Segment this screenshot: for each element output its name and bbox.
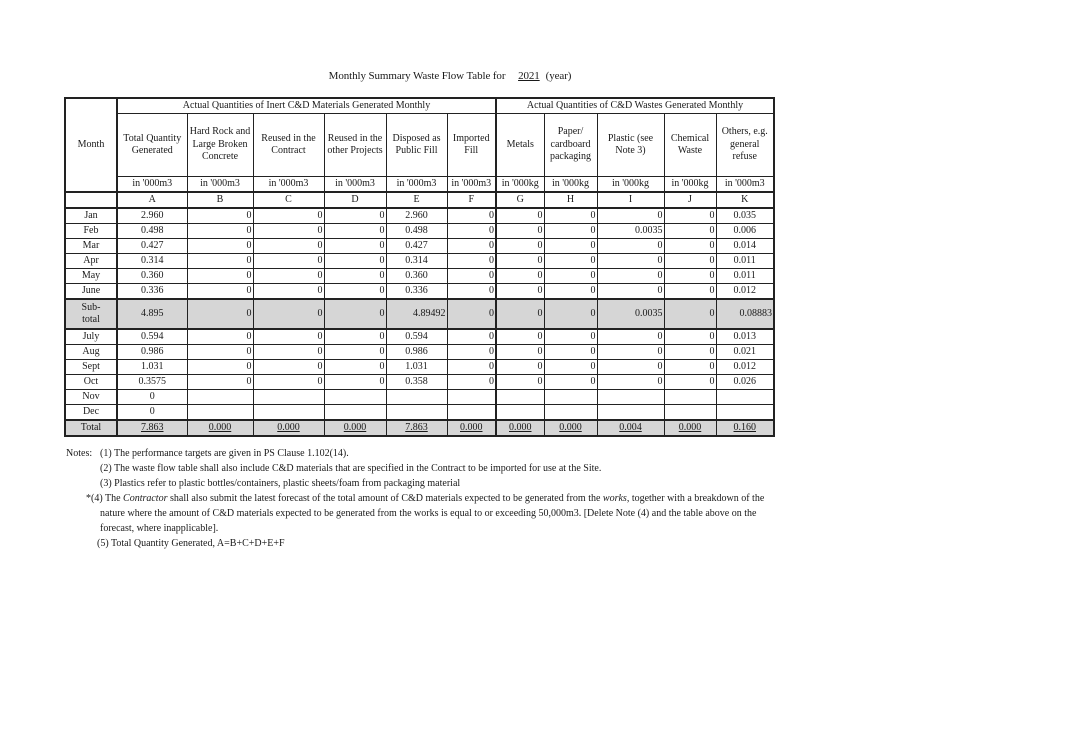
unit-c: in '000m3 xyxy=(253,177,324,193)
cell-i: 0 xyxy=(597,345,664,360)
cell-e xyxy=(386,405,447,421)
cell-b: 0 xyxy=(187,299,253,329)
cell-j: 0 xyxy=(664,329,716,345)
column-header-e: Disposed as Public Fill xyxy=(386,114,447,177)
cell-c xyxy=(253,390,324,405)
table-row xyxy=(65,284,774,300)
unit-i: in '000kg xyxy=(597,177,664,193)
cell-e: 0.336 xyxy=(386,284,447,300)
cell-a: 0.594 xyxy=(117,329,187,345)
column-header-j: Chemical Waste xyxy=(664,114,716,177)
letter-row xyxy=(65,192,774,208)
cell-e: 0.498 xyxy=(386,224,447,239)
cell-h: 0 xyxy=(544,208,597,224)
cell-j xyxy=(664,390,716,405)
unit-f: in '000m3 xyxy=(447,177,496,193)
cell-f: 0 xyxy=(447,375,496,390)
table-row xyxy=(65,269,774,284)
table-row xyxy=(65,208,774,224)
column-letter-b: B xyxy=(187,192,253,208)
cell-a: 0.314 xyxy=(117,254,187,269)
cell-f xyxy=(447,390,496,405)
cell-d: 0 xyxy=(324,329,386,345)
cell-g: 0 xyxy=(496,254,544,269)
cell-j xyxy=(664,405,716,421)
cell-c xyxy=(253,405,324,421)
table-row xyxy=(65,224,774,239)
cell-k: 0.011 xyxy=(716,269,774,284)
cell-a: 0.986 xyxy=(117,345,187,360)
cell-h xyxy=(544,390,597,405)
cell-h: 0 xyxy=(544,329,597,345)
cell-a: 2.960 xyxy=(117,208,187,224)
column-letter-g: G xyxy=(496,192,544,208)
cell-h: 0 xyxy=(544,269,597,284)
cell-c: 0 xyxy=(253,345,324,360)
cell-j: 0 xyxy=(664,208,716,224)
cell-f: 0 xyxy=(447,345,496,360)
month-cell: Dec xyxy=(65,405,117,421)
title-year: 2021 xyxy=(518,70,540,82)
cell-g: 0 xyxy=(496,284,544,300)
cell-k: 0.021 xyxy=(716,345,774,360)
cell-i: 0 xyxy=(597,254,664,269)
column-letter-d: D xyxy=(324,192,386,208)
cell-g: 0 xyxy=(496,360,544,375)
cell-j: 0.000 xyxy=(664,420,716,436)
cell-d: 0 xyxy=(324,360,386,375)
cell-k: 0.012 xyxy=(716,360,774,375)
note-5: (5) Total Quantity Generated, A=B+C+D+E+F xyxy=(97,538,285,549)
cell-k xyxy=(716,390,774,405)
cell-d: 0 xyxy=(324,345,386,360)
cell-b: 0.000 xyxy=(187,420,253,436)
column-letter-c: C xyxy=(253,192,324,208)
unit-k: in '000m3 xyxy=(716,177,774,193)
cell-a: 0.427 xyxy=(117,239,187,254)
month-cell: May xyxy=(65,269,117,284)
group-header-wastes: Actual Quantities of C&D Wastes Generated Monthly xyxy=(496,98,774,114)
cell-a: 0.360 xyxy=(117,269,187,284)
cell-a: 0 xyxy=(117,390,187,405)
cell-c: 0 xyxy=(253,239,324,254)
cell-h: 0 xyxy=(544,360,597,375)
cell-f: 0 xyxy=(447,360,496,375)
column-letter-a: A xyxy=(117,192,187,208)
cell-g xyxy=(496,405,544,421)
cell-e: 0.360 xyxy=(386,269,447,284)
cell-b xyxy=(187,405,253,421)
column-letter-h: H xyxy=(544,192,597,208)
cell-k xyxy=(716,405,774,421)
cell-c: 0.000 xyxy=(253,420,324,436)
cell-g: 0 xyxy=(496,239,544,254)
cell-i: 0.0035 xyxy=(597,224,664,239)
cell-k: 0.160 xyxy=(716,420,774,436)
table-row xyxy=(65,405,774,421)
unit-a: in '000m3 xyxy=(117,177,187,193)
column-letter-e: E xyxy=(386,192,447,208)
unit-b: in '000m3 xyxy=(187,177,253,193)
cell-d: 0.000 xyxy=(324,420,386,436)
cell-c: 0 xyxy=(253,284,324,300)
month-cell: Sept xyxy=(65,360,117,375)
cell-f: 0 xyxy=(447,269,496,284)
month-cell: Total xyxy=(65,420,117,436)
cell-h: 0 xyxy=(544,299,597,329)
table-row xyxy=(65,329,774,345)
cell-g: 0 xyxy=(496,269,544,284)
cell-b: 0 xyxy=(187,239,253,254)
cell-d: 0 xyxy=(324,284,386,300)
column-header-h: Paper/ cardboard packaging xyxy=(544,114,597,177)
cell-c: 0 xyxy=(253,360,324,375)
title-suffix: (year) xyxy=(545,70,572,82)
column-header-a: Total Quantity Generated xyxy=(117,114,187,177)
cell-k: 0.011 xyxy=(716,254,774,269)
unit-j: in '000kg xyxy=(664,177,716,193)
cell-d: 0 xyxy=(324,269,386,284)
cell-i xyxy=(597,405,664,421)
unit-h: in '000kg xyxy=(544,177,597,193)
cell-f: 0 xyxy=(447,208,496,224)
cell-g: 0 xyxy=(496,224,544,239)
cell-b: 0 xyxy=(187,375,253,390)
cell-j: 0 xyxy=(664,284,716,300)
cell-h: 0 xyxy=(544,284,597,300)
month-cell: Mar xyxy=(65,239,117,254)
cell-d: 0 xyxy=(324,239,386,254)
cell-h: 0 xyxy=(544,345,597,360)
cell-c: 0 xyxy=(253,224,324,239)
cell-a: 7.863 xyxy=(117,420,187,436)
unit-g: in '000kg xyxy=(496,177,544,193)
column-letter-j: J xyxy=(664,192,716,208)
cell-h: 0 xyxy=(544,375,597,390)
month-cell: Nov xyxy=(65,390,117,405)
cell-h: 0.000 xyxy=(544,420,597,436)
cell-f xyxy=(447,405,496,421)
cell-d xyxy=(324,390,386,405)
cell-d: 0 xyxy=(324,254,386,269)
note-4: *(4) The Contractor shall also submit the latest forecast of the total amount of C&D materials expected to be generated from the works, together with a breakdown of the nature where the amount of C&D materials expected to be generated from the works is equal to or exceeding 50,000m3. [Delete Note (4) and the table above on the forecast, where inapplicable]. xyxy=(86,493,765,534)
column-header-b: Hard Rock and Large Broken Concrete xyxy=(187,114,253,177)
unit-d: in '000m3 xyxy=(324,177,386,193)
cell-i xyxy=(597,390,664,405)
cell-a: 0.498 xyxy=(117,224,187,239)
cell-b: 0 xyxy=(187,284,253,300)
cell-g: 0 xyxy=(496,208,544,224)
cell-a: 1.031 xyxy=(117,360,187,375)
table-row xyxy=(65,375,774,390)
cell-b: 0 xyxy=(187,329,253,345)
cell-b: 0 xyxy=(187,345,253,360)
cell-j: 0 xyxy=(664,239,716,254)
subtotal-row xyxy=(65,299,774,329)
cell-j: 0 xyxy=(664,375,716,390)
cell-c: 0 xyxy=(253,329,324,345)
cell-e: 0.594 xyxy=(386,329,447,345)
letter-row-month-blank xyxy=(65,192,117,208)
cell-j: 0 xyxy=(664,224,716,239)
cell-h xyxy=(544,405,597,421)
cell-b: 0 xyxy=(187,360,253,375)
cell-f: 0 xyxy=(447,224,496,239)
cell-h: 0 xyxy=(544,224,597,239)
cell-j: 0 xyxy=(664,254,716,269)
column-header-c: Reused in the Contract xyxy=(253,114,324,177)
cell-a: 0.3575 xyxy=(117,375,187,390)
cell-i: 0 xyxy=(597,269,664,284)
cell-g: 0 xyxy=(496,329,544,345)
month-cell: Apr xyxy=(65,254,117,269)
note-2: (2) The waste flow table shall also include C&D materials that are specified in the Contract to be imported for use at the Site. xyxy=(100,463,602,474)
month-cell: Sub- total xyxy=(65,299,117,329)
cell-g: 0.000 xyxy=(496,420,544,436)
table-row xyxy=(65,390,774,405)
month-cell: Aug xyxy=(65,345,117,360)
cell-e: 0.986 xyxy=(386,345,447,360)
cell-i: 0 xyxy=(597,284,664,300)
cell-i: 0 xyxy=(597,239,664,254)
cell-j: 0 xyxy=(664,360,716,375)
cell-i: 0 xyxy=(597,375,664,390)
cell-e: 0.358 xyxy=(386,375,447,390)
note-3: (3) Plastics refer to plastic bottles/containers, plastic sheets/foam from packaging material xyxy=(100,478,461,489)
cell-g: 0 xyxy=(496,345,544,360)
month-cell: July xyxy=(65,329,117,345)
month-header: Month xyxy=(65,98,117,192)
table-row xyxy=(65,345,774,360)
cell-g: 0 xyxy=(496,299,544,329)
column-header-row xyxy=(65,114,774,177)
cell-j: 0 xyxy=(664,345,716,360)
column-header-g: Metals xyxy=(496,114,544,177)
cell-i: 0.0035 xyxy=(597,299,664,329)
column-letter-k: K xyxy=(716,192,774,208)
cell-a: 4.895 xyxy=(117,299,187,329)
cell-h: 0 xyxy=(544,254,597,269)
cell-f: 0.000 xyxy=(447,420,496,436)
total-row xyxy=(65,420,774,436)
cell-e: 0.427 xyxy=(386,239,447,254)
waste-flow-table xyxy=(64,97,775,437)
unit-row xyxy=(65,177,774,193)
cell-j: 0 xyxy=(664,269,716,284)
cell-d xyxy=(324,405,386,421)
title-prefix: Monthly Summary Waste Flow Table for xyxy=(328,70,506,82)
cell-k: 0.006 xyxy=(716,224,774,239)
cell-g: 0 xyxy=(496,375,544,390)
page-title xyxy=(0,70,900,82)
cell-i: 0 xyxy=(597,208,664,224)
column-letter-f: F xyxy=(447,192,496,208)
month-cell: Jan xyxy=(65,208,117,224)
column-header-k: Others, e.g. general refuse xyxy=(716,114,774,177)
month-cell: Feb xyxy=(65,224,117,239)
cell-d: 0 xyxy=(324,375,386,390)
cell-b: 0 xyxy=(187,224,253,239)
cell-j: 0 xyxy=(664,299,716,329)
cell-a: 0 xyxy=(117,405,187,421)
cell-f: 0 xyxy=(447,284,496,300)
notes-section xyxy=(66,446,766,551)
cell-e xyxy=(386,390,447,405)
cell-c: 0 xyxy=(253,299,324,329)
cell-i: 0 xyxy=(597,360,664,375)
cell-f: 0 xyxy=(447,329,496,345)
table-row xyxy=(65,360,774,375)
cell-c: 0 xyxy=(253,375,324,390)
cell-g xyxy=(496,390,544,405)
unit-e: in '000m3 xyxy=(386,177,447,193)
month-cell: June xyxy=(65,284,117,300)
table-row xyxy=(65,239,774,254)
column-header-d: Reused in the other Projects xyxy=(324,114,386,177)
cell-d: 0 xyxy=(324,208,386,224)
cell-e: 1.031 xyxy=(386,360,447,375)
cell-k: 0.013 xyxy=(716,329,774,345)
cell-c: 0 xyxy=(253,208,324,224)
cell-k: 0.08883 xyxy=(716,299,774,329)
column-header-f: Imported Fill xyxy=(447,114,496,177)
cell-b: 0 xyxy=(187,254,253,269)
cell-f: 0 xyxy=(447,299,496,329)
cell-b xyxy=(187,390,253,405)
column-letter-i: I xyxy=(597,192,664,208)
cell-e: 0.314 xyxy=(386,254,447,269)
note-1: Notes: (1) The performance targets are given in PS Clause 1.102(14). xyxy=(66,448,349,459)
month-cell: Oct xyxy=(65,375,117,390)
table-row xyxy=(65,254,774,269)
cell-c: 0 xyxy=(253,269,324,284)
cell-c: 0 xyxy=(253,254,324,269)
cell-a: 0.336 xyxy=(117,284,187,300)
cell-f: 0 xyxy=(447,254,496,269)
cell-i: 0 xyxy=(597,329,664,345)
cell-e: 2.960 xyxy=(386,208,447,224)
column-header-i: Plastic (see Note 3) xyxy=(597,114,664,177)
cell-k: 0.012 xyxy=(716,284,774,300)
cell-b: 0 xyxy=(187,208,253,224)
cell-e: 7.863 xyxy=(386,420,447,436)
group-header-inert: Actual Quantities of Inert C&D Materials Generated Monthly xyxy=(117,98,496,114)
cell-i: 0.004 xyxy=(597,420,664,436)
cell-h: 0 xyxy=(544,239,597,254)
cell-b: 0 xyxy=(187,269,253,284)
notes-label: Notes: xyxy=(66,448,93,459)
cell-k: 0.014 xyxy=(716,239,774,254)
cell-f: 0 xyxy=(447,239,496,254)
cell-k: 0.035 xyxy=(716,208,774,224)
group-header-row xyxy=(65,98,774,114)
cell-d: 0 xyxy=(324,224,386,239)
cell-e: 4.89492 xyxy=(386,299,447,329)
cell-k: 0.026 xyxy=(716,375,774,390)
cell-d: 0 xyxy=(324,299,386,329)
